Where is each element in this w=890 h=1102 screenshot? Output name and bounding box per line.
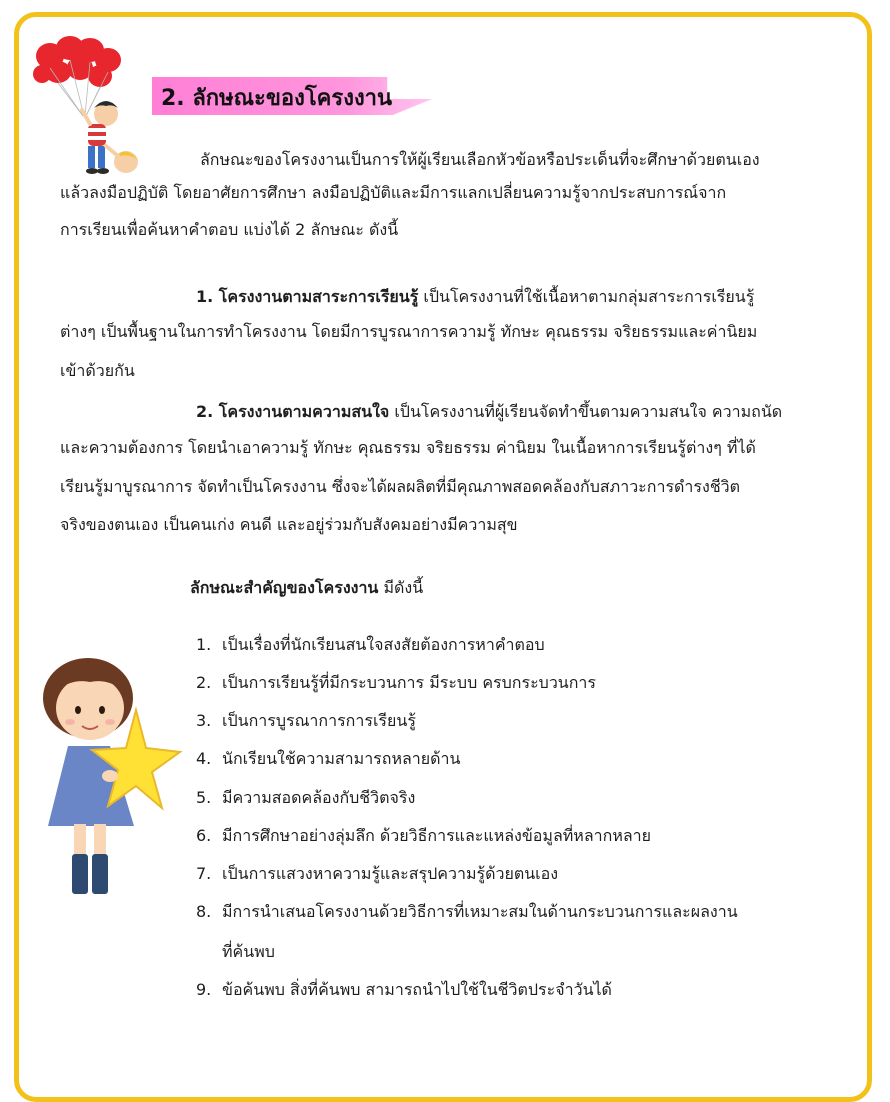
list-item: 1. เป็นเรื่องที่นักเรียนสนใจสงสัยต้องการหาคำตอบ — [196, 635, 545, 654]
girl-with-star-illustration — [38, 648, 184, 903]
list-item-8-continuation: ที่ค้นพบ — [222, 942, 275, 961]
list-item: 9. ข้อค้นพบ สิ่งที่ค้นพบ สามารถนำไปใช้ในชีวิตประจำวันได้ — [196, 980, 612, 999]
type1-line1-rest: เป็นโครงงานที่ใช้เนื้อหาตามกลุ่มสาระการเรียนรู้ — [418, 287, 755, 306]
intro-line-2: แล้วลงมือปฏิบัติ โดยอาศัยการศึกษา ลงมือปฏิบัติและมีการแลกเปลี่ยนความรู้จากประสบการณ์จาก — [60, 183, 727, 202]
type1-line-1 — [196, 287, 754, 307]
list-item: 4. นักเรียนใช้ความสามารถหลายด้าน — [196, 749, 461, 768]
list-item: 6. มีการศึกษาอย่างลุ่มลึก ด้วยวิธีการและแหล่งข้อมูลที่หลากหลาย — [196, 826, 652, 845]
list-item: 3. เป็นการบูรณาการการเรียนรู้ — [196, 711, 416, 730]
type1-line-3: เข้าด้วยกัน — [60, 361, 135, 380]
list-item: 5. มีความสอดคล้องกับชีวิตจริง — [196, 788, 416, 807]
balloon-boy-illustration — [28, 34, 158, 184]
features-title-line — [190, 578, 423, 598]
type2-line-4: จริงของตนเอง เป็นคนเก่ง คนดี และอยู่ร่วมกับสังคมอย่างมีความสุข — [60, 515, 518, 534]
features-title-rest: มีดังนี้ — [378, 578, 424, 597]
list-item: 2. เป็นการเรียนรู้ที่มีกระบวนการ มีระบบ ครบกระบวนการ — [196, 673, 596, 692]
intro-line-1: ลักษณะของโครงงานเป็นการให้ผู้เรียนเลือกหัวข้อหรือประเด็นที่จะศึกษาด้วยตนเอง — [200, 150, 760, 169]
type2-line-2: และความต้องการ โดยนำเอาความรู้ ทักษะ คุณธรรม จริยธรรม ค่านิยม ในเนื้อหาการเรียนรู้ต่างๆ ที่ได้ — [60, 438, 756, 457]
list-item: 7. เป็นการแสวงหาความรู้และสรุปความรู้ด้วยตนเอง — [196, 864, 559, 883]
type2-title: 2. โครงงานตามความสนใจ — [196, 402, 390, 421]
type2-line1-rest: เป็นโครงงานที่ผู้เรียนจัดทำขึ้นตามความสนใจ ความถนัด — [389, 402, 783, 421]
type2-line-3: เรียนรู้มาบูรณาการ จัดทำเป็นโครงงาน ซึ่งจะได้ผลผลิตที่มีคุณภาพสอดคล้องกับสภาวะการดำรงชีวิต — [60, 477, 741, 496]
type2-line-1 — [196, 402, 782, 422]
type1-title: 1. โครงงานตามสาระการเรียนรู้ — [196, 287, 419, 306]
features-title: ลักษณะสำคัญของโครงงาน — [190, 578, 379, 597]
list-item: 8. มีการนำเสนอโครงงานด้วยวิธีการที่เหมาะสมในด้านกระบวนการและผลงาน — [196, 902, 738, 921]
section-heading: 2. ลักษณะของโครงงาน — [161, 86, 393, 111]
intro-line-3: การเรียนเพื่อค้นหาคำตอบ แบ่งได้ 2 ลักษณะ ดังนี้ — [60, 220, 399, 239]
type1-line-2: ต่างๆ เป็นพื้นฐานในการทำโครงงาน โดยมีการบูรณาการความรู้ ทักษะ คุณธรรม จริยธรรมและค่านิยม — [60, 322, 758, 341]
